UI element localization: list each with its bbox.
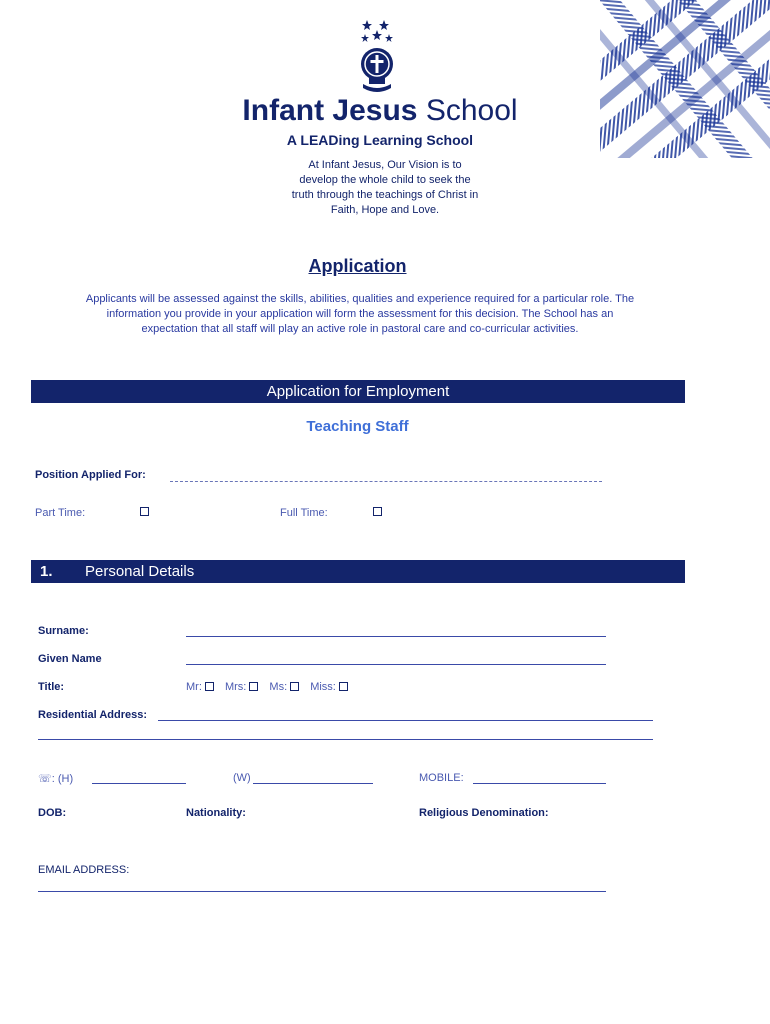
- teaching-staff-subtitle: Teaching Staff: [306, 418, 409, 435]
- mr-checkbox[interactable]: [205, 682, 214, 691]
- vision-statement: [260, 158, 510, 218]
- mobile-label: MOBILE:: [419, 772, 464, 784]
- vision-line: develop the whole child to seek the: [299, 174, 471, 186]
- plaid-decoration: [600, 0, 770, 158]
- nationality-label: Nationality:: [186, 807, 246, 819]
- intro-line: information you provide in your application will form the assessment for this decision. The School has an: [106, 308, 614, 320]
- section-title: Personal Details: [85, 563, 195, 580]
- title-option-mr: Mr:: [186, 681, 202, 693]
- mrs-checkbox[interactable]: [249, 682, 258, 691]
- section-number: 1.: [40, 563, 53, 580]
- full-time-label: Full Time:: [280, 507, 328, 519]
- application-heading: Application: [308, 256, 407, 276]
- given-name-input-line[interactable]: [186, 664, 606, 665]
- title-option-ms: Ms:: [269, 681, 288, 693]
- employment-section-bar: [31, 380, 685, 403]
- title-label: Title:: [38, 681, 65, 693]
- full-time-checkbox[interactable]: [373, 507, 382, 516]
- personal-details-section-bar: [31, 560, 685, 583]
- address-label: Residential Address:: [38, 709, 148, 721]
- vision-line: At Infant Jesus, Our Vision is to: [308, 159, 462, 171]
- school-name-rest: School: [425, 94, 518, 127]
- title-options: [186, 681, 356, 693]
- dob-label: DOB:: [38, 807, 67, 819]
- employment-bar-title: Application for Employment: [266, 383, 450, 400]
- part-time-label: Part Time:: [35, 507, 86, 519]
- address-input-line-2[interactable]: [38, 739, 653, 740]
- school-tagline: A LEADing Learning School: [286, 132, 474, 148]
- part-time-checkbox[interactable]: [140, 507, 149, 516]
- phone-work-label: (W): [233, 772, 251, 784]
- position-input-line[interactable]: [170, 481, 602, 482]
- intro-line: expectation that all staff will play an active role in pastoral care and co-curricular activities.: [141, 323, 579, 335]
- title-option-miss: Miss:: [310, 681, 336, 693]
- school-logo-icon: [354, 18, 400, 96]
- vision-line: truth through the teachings of Christ in: [291, 189, 479, 201]
- miss-checkbox[interactable]: [339, 682, 348, 691]
- phone-work-input-line[interactable]: [253, 783, 373, 784]
- application-intro: [40, 292, 680, 337]
- surname-label: Surname:: [38, 625, 89, 637]
- phone-home-label: ☏: (H): [38, 773, 74, 785]
- intro-line: Applicants will be assessed against the skills, abilities, qualities and experience required for a particular role. The: [85, 293, 635, 305]
- position-label: Position Applied For:: [35, 469, 146, 481]
- ms-checkbox[interactable]: [290, 682, 299, 691]
- title-option-mrs: Mrs:: [224, 681, 247, 693]
- religion-label: Religious Denomination:: [419, 807, 549, 819]
- vision-line: Faith, Hope and Love.: [330, 204, 440, 216]
- mobile-input-line[interactable]: [473, 783, 606, 784]
- address-input-line-1[interactable]: [158, 720, 653, 721]
- school-name: [160, 94, 600, 128]
- given-name-label: Given Name: [38, 653, 102, 665]
- email-label: EMAIL ADDRESS:: [38, 864, 130, 876]
- email-input-line[interactable]: [38, 891, 606, 892]
- school-name-bold: Infant Jesus: [242, 94, 418, 127]
- phone-home-input-line[interactable]: [92, 783, 186, 784]
- surname-input-line[interactable]: [186, 636, 606, 637]
